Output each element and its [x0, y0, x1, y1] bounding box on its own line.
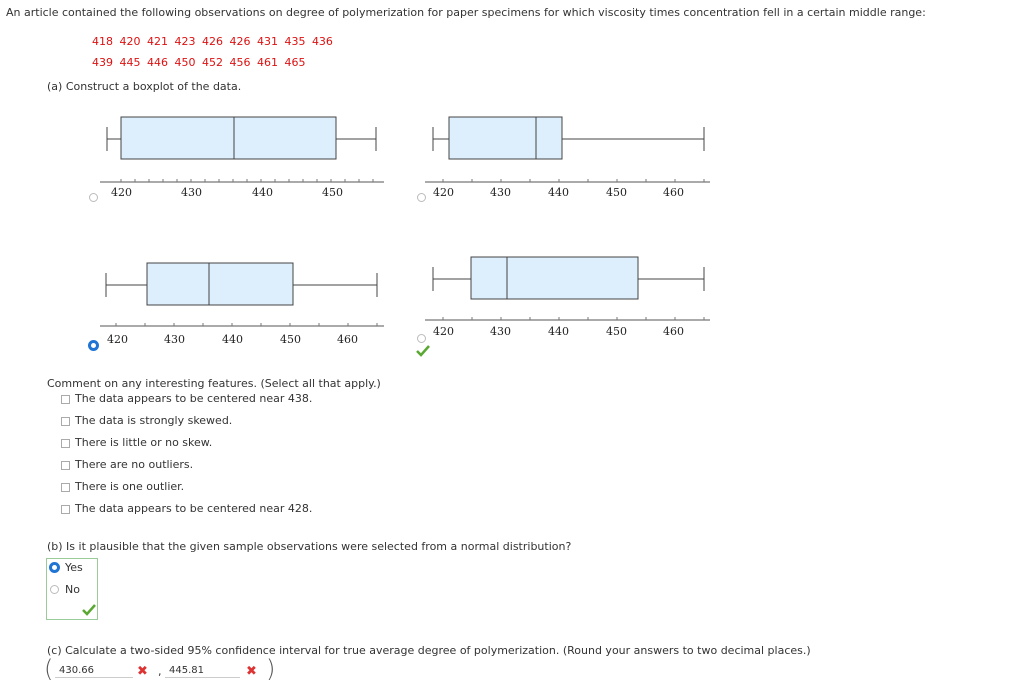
tick-label: 430: [181, 186, 202, 199]
comment-checkbox-5[interactable]: [61, 483, 70, 492]
open-paren: (: [44, 655, 54, 683]
boxplot-option-1-radio[interactable]: [89, 193, 98, 202]
tick-label: 460: [337, 333, 358, 346]
tick-label: 420: [111, 186, 132, 199]
comment-checkbox-2[interactable]: [61, 417, 70, 426]
tick-label: 440: [252, 186, 273, 199]
part-a-prompt: (a) Construct a boxplot of the data.: [47, 80, 242, 93]
tick-label: 430: [490, 186, 511, 199]
close-paren: ): [266, 655, 276, 683]
boxplot-option-3-radio[interactable]: [88, 340, 99, 351]
correct-check-icon: [82, 604, 96, 616]
part-c-prompt: (c) Calculate a two-sided 95% confidence interval for true average degree of polymerization. (Round your answers to two decimal places.): [47, 644, 811, 657]
comment-label-5: There is one outlier.: [75, 480, 185, 493]
yes-radio[interactable]: [49, 562, 60, 573]
tick-label: 450: [606, 325, 627, 338]
ci-separator: ,: [158, 665, 162, 678]
data-row-1: 418 420 421 423 426 426 431 435 436: [92, 35, 333, 48]
tick-label: 440: [222, 333, 243, 346]
comment-label-2: The data is strongly skewed.: [75, 414, 233, 427]
ci-lower-input[interactable]: [55, 660, 133, 678]
tick-label: 460: [663, 186, 684, 199]
boxplot-option-1: [100, 110, 390, 205]
tick-label: 450: [322, 186, 343, 199]
tick-label: 430: [490, 325, 511, 338]
tick-label: 420: [107, 333, 128, 346]
question-intro: An article contained the following observations on degree of polymerization for paper specimens for which viscosity times concentration fell in a certain middle range:: [6, 6, 926, 19]
comment-label-1: The data appears to be centered near 438.: [75, 392, 313, 405]
tick-label: 450: [280, 333, 301, 346]
comment-label-4: There are no outliers.: [75, 458, 194, 471]
comment-label-3: There is little or no skew.: [75, 436, 213, 449]
ci-lower-value: 430.66: [59, 665, 94, 676]
tick-label: 460: [663, 325, 684, 338]
incorrect-x-icon: ✖: [137, 664, 148, 679]
tick-label: 450: [606, 186, 627, 199]
tick-label: 440: [548, 186, 569, 199]
correct-check-icon: [416, 345, 430, 357]
data-row-2: 439 445 446 450 452 456 461 465: [92, 56, 306, 69]
yes-label: Yes: [65, 561, 83, 574]
tick-label: 430: [164, 333, 185, 346]
comment-checkbox-3[interactable]: [61, 439, 70, 448]
no-radio[interactable]: [50, 585, 59, 594]
no-label: No: [65, 583, 80, 596]
tick-label: 420: [433, 325, 454, 338]
ci-upper-input[interactable]: [165, 660, 240, 678]
tick-label: 420: [433, 186, 454, 199]
tick-label: 440: [548, 325, 569, 338]
incorrect-x-icon: ✖: [246, 664, 257, 679]
ci-upper-value: 445.81: [169, 665, 204, 676]
comment-checkbox-1[interactable]: [61, 395, 70, 404]
part-b-prompt: (b) Is it plausible that the given sample observations were selected from a normal distribution?: [47, 540, 572, 553]
boxplot-option-2: [425, 110, 715, 205]
comment-checkbox-6[interactable]: [61, 505, 70, 514]
boxplot-option-3: [100, 256, 390, 351]
boxplot-option-4: [425, 250, 715, 340]
comment-label-6: The data appears to be centered near 428.: [75, 502, 313, 515]
comment-checkbox-4[interactable]: [61, 461, 70, 470]
comments-prompt: Comment on any interesting features. (Select all that apply.): [47, 377, 381, 390]
